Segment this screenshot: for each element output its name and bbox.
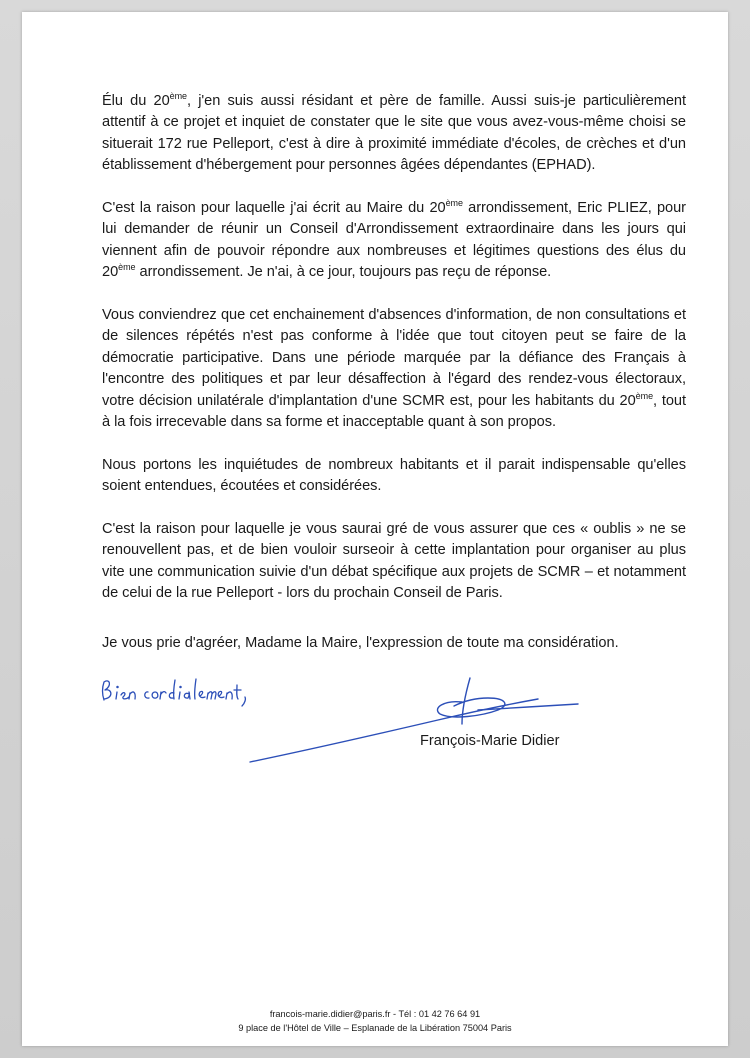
letter-paragraph-4 [102, 455, 686, 498]
paragraph-text: arrondissement. Je n'ai, à ce jour, toujours pas reçu de réponse. [135, 264, 552, 281]
letter-paragraph-3 [102, 305, 686, 433]
letter-paragraph-1 [102, 91, 686, 177]
letter-body [102, 91, 686, 605]
paragraph-text: Nous portons les inquiétudes de nombreux habitants et il parait indispensable qu'elles soient entendues, écoutées et considérées. [102, 456, 686, 495]
superscript-ordinal: ème [118, 262, 136, 273]
paragraph-text: , tout à la fois irrecevable dans sa forme et inacceptable quant à son propos. [102, 392, 686, 431]
paragraph-text: Vous conviendrez que cet enchainement d'absences d'information, de non consultations et de silences répétés n'est pas conforme à l'idée que tout citoyen peut se faire de la démocratie participative. Dans une période marquée par la défiance des Français à l'encontre des politiques et par leur désaffection à l'égard des rendez-vous électoraux, votre décision unilatérale d'implantation d'une SCMR est, pour les habitants du 20 [102, 307, 686, 409]
paragraph-text: C'est la raison pour laquelle j'ai écrit au Maire du 20 [102, 200, 446, 217]
paragraph-text: arrondissement, Eric PLIEZ, pour lui demander de réunir un Conseil d'Arrondissement extraordinaire dans les jours qui viennent afin de pouvoir répondre aux nombreuses et légitimes questions des élus du 20 [102, 200, 686, 281]
signature-graphic [248, 672, 588, 768]
superscript-ordinal: ème [635, 390, 654, 401]
superscript-ordinal: ème [169, 91, 187, 101]
footer-contact: francois-marie.didier@paris.fr - Tél : 01 42 76 64 91 [269, 1009, 481, 1019]
superscript-ordinal: ème [445, 198, 463, 209]
paragraph-text: C'est la raison pour laquelle je vous saurai gré de vous assurer que ces « oublis » ne se renouvellent pas, et de bien vouloir surseoir à cette implantation pour organiser au plus vite une communication suivie d'un débat spécifique aux projets de SCMR – et notamment de celui de la rue Pelleport - lors du prochain Conseil de Paris. [102, 521, 686, 602]
letter-paragraph-2 [102, 198, 686, 284]
handwritten-note [96, 668, 256, 712]
letter-paragraph-5 [102, 519, 686, 605]
closing-formula: Je vous prie d'agréer, Madame la Maire, l'expression de toute ma considération. [102, 635, 619, 651]
signer-name: François-Marie Didier [420, 733, 560, 749]
paragraph-text: Élu du 20 [102, 93, 170, 109]
footer-address: 9 place de l'Hôtel de Ville – Esplanade de la Libération 75004 Paris [238, 1023, 512, 1033]
paragraph-text: , j'en suis aussi résidant et père de famille. Aussi suis-je particulièrement attentif à ce projet et inquiet de constater que le site que vous avez-vous-même choisi se situerait 172 rue Pelleport, c'est à dire à proximité immédiate d'écoles, de crèches et d'un établissement d'hébergement pour personnes âgées dépendantes (EPHAD). [102, 93, 686, 174]
